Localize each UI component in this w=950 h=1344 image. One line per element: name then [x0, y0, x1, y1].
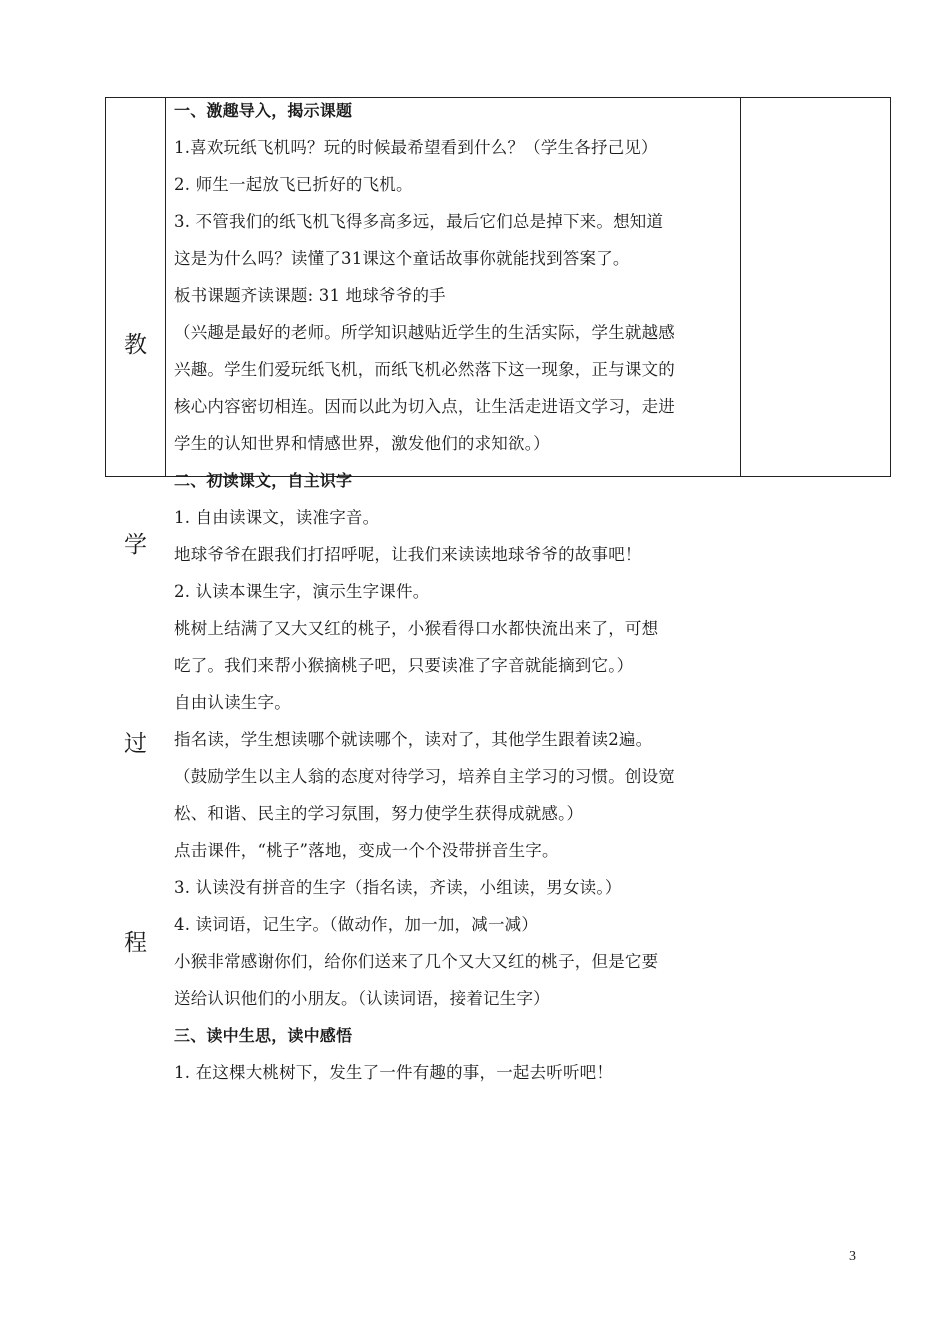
content-line: 桃树上结满了又大又红的桃子，小猴看得口水都快流出来了，可想	[174, 619, 659, 638]
content-line: 自由认读生字。	[174, 693, 291, 712]
page-number: 3	[849, 1249, 856, 1264]
content-line: 2. 师生一起放飞已折好的飞机。	[174, 175, 413, 194]
section-heading: 三、读中生思，读中感悟	[174, 1026, 353, 1045]
content-line: 小猴非常感谢你们，给你们送来了几个又大又红的桃子，但是它要	[174, 952, 659, 971]
content-line: 吃了。我们来帮小猴摘桃子吧，只要读准了字音就能摘到它。）	[174, 656, 634, 675]
side-label-char-2: 学	[124, 532, 147, 558]
side-label-char-1: 教	[124, 332, 147, 358]
content-line: 松、和谐、民主的学习氛围，努力使学生获得成就感。）	[174, 804, 584, 823]
left-column-divider	[165, 98, 166, 476]
content-line: 4. 读词语，记生字。（做动作，加一加，减一减）	[174, 915, 539, 934]
side-label-char-3: 过	[124, 731, 147, 757]
right-column-divider	[740, 98, 741, 476]
section-heading: 二、初读课文，自主识字	[174, 471, 353, 490]
content-line: 学生的认知世界和情感世界，激发他们的求知欲。）	[174, 434, 550, 453]
content-line: 送给认识他们的小朋友。（认读词语，接着记生字）	[174, 989, 550, 1008]
content-line: 指名读，学生想读哪个就读哪个，读对了，其他学生跟着读2遍。	[174, 730, 653, 749]
section-heading: 一、激趣导入，揭示课题	[174, 101, 353, 120]
content-line: 核心内容密切相连。因而以此为切入点，让生活走进语文学习，走进	[174, 397, 675, 416]
side-label-char-4: 程	[124, 930, 147, 956]
content-line: 兴趣。学生们爱玩纸飞机，而纸飞机必然落下这一现象，正与课文的	[174, 360, 675, 379]
content-line: 板书课题齐读课题: 31 地球爷爷的手	[174, 286, 446, 305]
content-line: （兴趣是最好的老师。所学知识越贴近学生的生活实际，学生就越感	[174, 323, 675, 342]
content-line: 地球爷爷在跟我们打招呼呢，让我们来读读地球爷爷的故事吧！	[174, 545, 642, 564]
lesson-plan-table	[105, 97, 891, 1082]
content-line: 点击课件，“桃子”落地，变成一个个没带拼音生字。	[174, 841, 559, 860]
content-line: 1. 自由读课文，读准字音。	[174, 508, 380, 527]
content-line: 3. 不管我们的纸飞机飞得多高多远，最后它们总是掉下来。想知道	[174, 212, 664, 231]
content-line: 2. 认读本课生字，演示生字课件。	[174, 582, 430, 601]
content-line: 这是为什么吗？读懂了31课这个童话故事你就能找到答案了。	[174, 249, 630, 268]
content-line: 1.喜欢玩纸飞机吗？玩的时候最希望看到什么？（学生各抒己见）	[174, 138, 658, 157]
content-line: 3. 认读没有拼音的生字（指名读，齐读，小组读，男女读。）	[174, 878, 622, 897]
content-line: （鼓励学生以主人翁的态度对待学习，培养自主学习的习惯。创设宽	[174, 767, 675, 786]
content-line: 1. 在这棵大桃树下，发生了一件有趣的事，一起去听听吧！	[174, 1063, 614, 1082]
